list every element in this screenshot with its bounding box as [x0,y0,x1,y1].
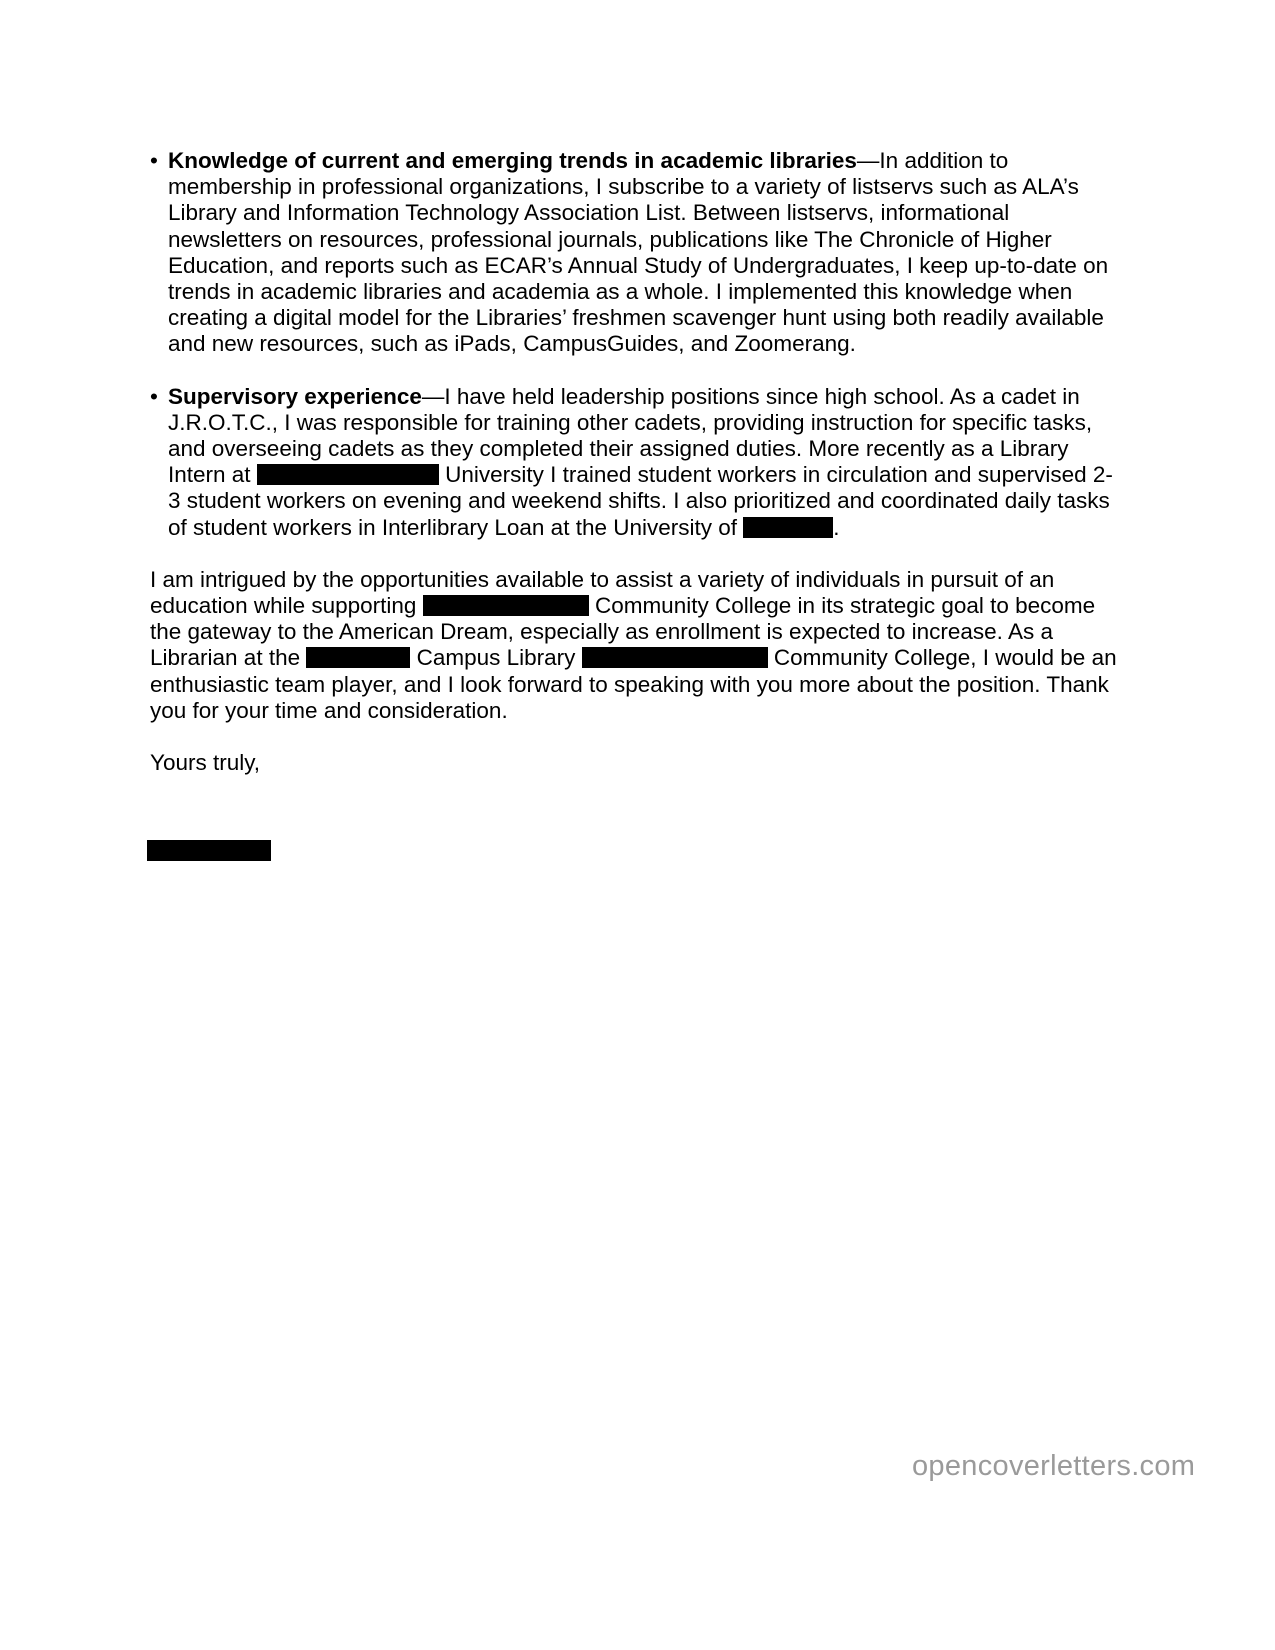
redaction-block [423,595,589,616]
bullet-text: . [833,514,840,540]
paragraph-text: I am intrigued by the opportunities available to assist a variety of individuals in pursuit of an education while supporting [150,566,1055,619]
redaction-block [582,647,768,668]
bullet-item-supervisory [150,384,1120,541]
bullet-icon: • [150,148,158,173]
redaction-block [306,647,410,668]
footer-brand: opencoverletters.com [912,1450,1196,1482]
closing-paragraph [150,567,1120,724]
bullet-text: University I trained student workers in circulation and supervised 2-3 student workers on evening and weekend shifts. I also prioritized and coordinated daily tasks of student workers in Interlibrary Loan at the University of [168,462,1113,540]
bullet-text: —In addition to membership in professional organizations, I subscribe to a variety of listservs such as ALA’s Library and Information Technology Association List. Between listservs, informational newsletters on resources, professional journals, publications like The Chronicle of Higher Education, and reports such as ECAR’s Annual Study of Undergraduates, I keep up-to-date on trends in academic libraries and academia as a whole. I implemented this knowledge when creating a digital model for the Libraries’ freshmen scavenger hunt using both readily available and new resources, such as iPads, CampusGuides, and Zoomerang. [168,148,1109,357]
paragraph-text: Community College in its strategic goal to become the gateway to the American Dream, especially as enrollment is expected to increase. As a Librarian at the [150,593,1096,671]
redaction-block [743,517,833,538]
signature-redaction [147,840,271,861]
bullet-heading: Supervisory experience [168,383,422,409]
bullet-text: —I have held leadership positions since high school. As a cadet in J.R.O.T.C., I was responsible for training other cadets, providing instruction for specific tasks, and overseeing cadets as they completed their assigned duties. More recently as a Library Intern at [168,383,1093,488]
bullet-heading: Knowledge of current and emerging trends in academic libraries [168,148,857,173]
bullet-icon: • [150,383,158,409]
redaction-block [257,464,439,485]
paragraph-text: Campus Library [410,645,582,671]
paragraph-text: Community College, I would be an enthusiastic team player, and I look forward to speaking with you more about the position. Thank you for your time and consideration. [150,645,1117,723]
sign-off: Yours truly, [150,750,261,776]
bullet-item-knowledge [150,148,1120,358]
letter-body [150,148,1120,776]
